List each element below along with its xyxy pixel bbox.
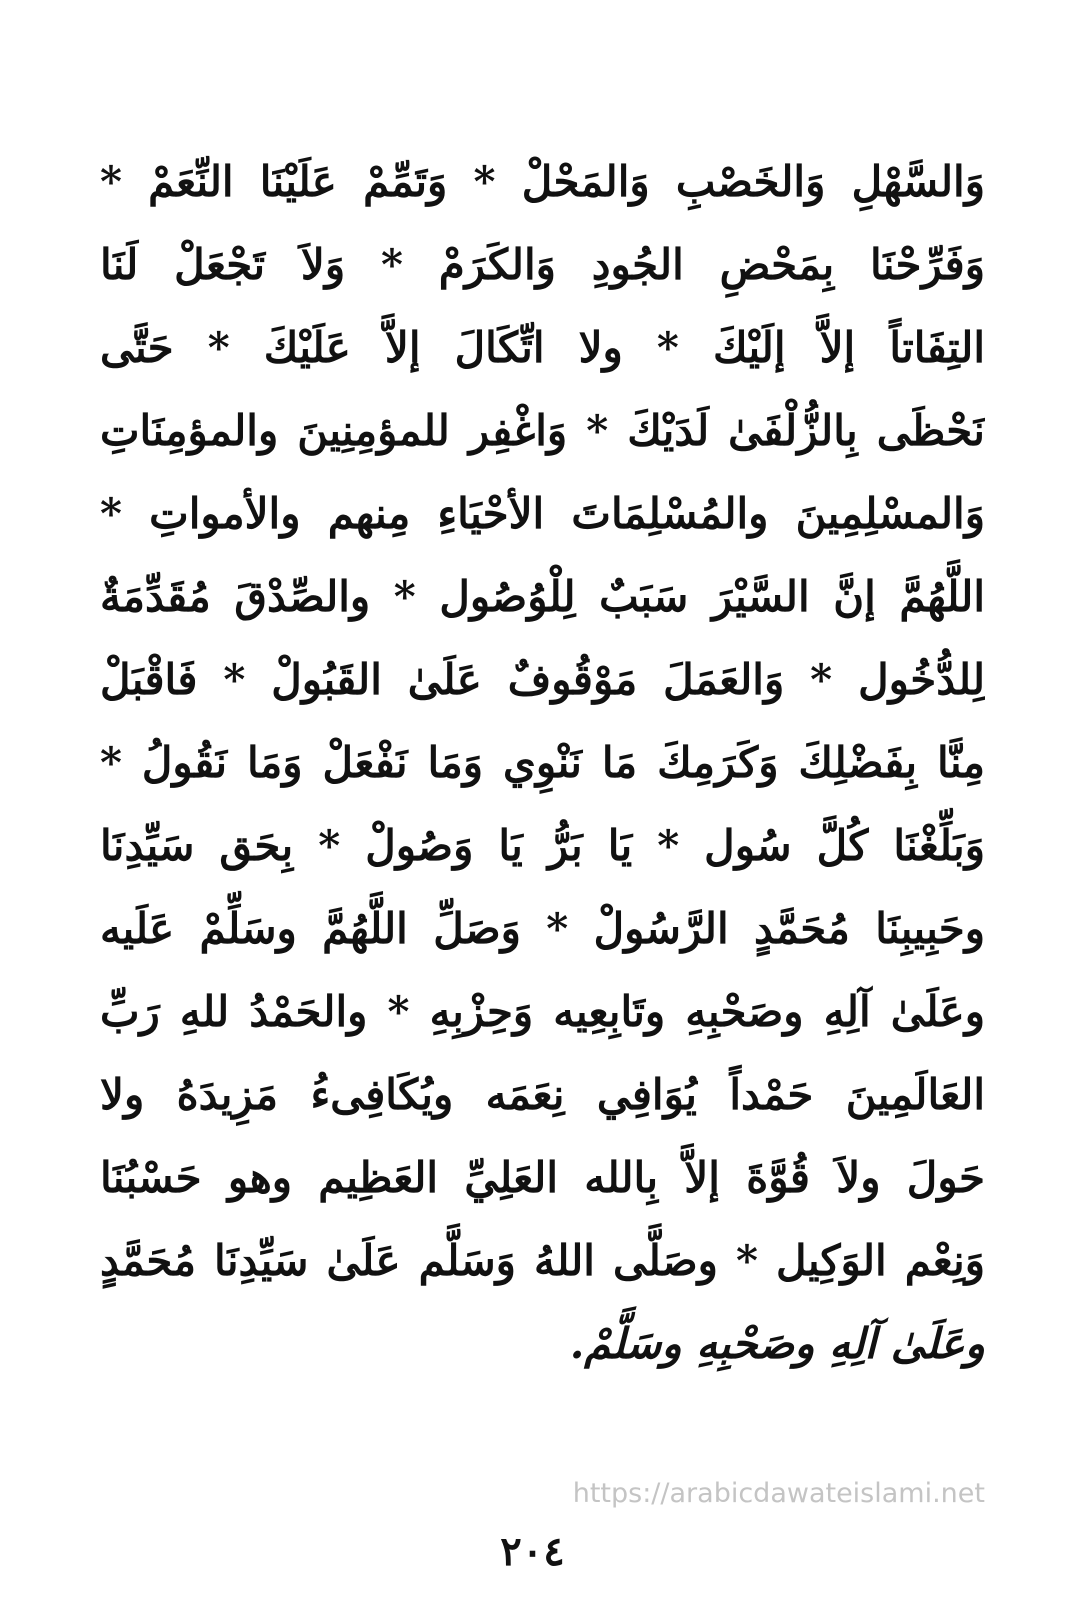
page-number: ٢٠٤ (500, 1528, 565, 1575)
text-line-7: لِلدُّخُول * وَالعَمَلَ مَوْقُوفٌ عَلَىٰ القَبُولْ * فَاقْبَلْ (100, 655, 985, 704)
text-line-15: وعَلَىٰ آلِهِ وصَحْبِهِ وسَلَّمْ. (569, 1319, 985, 1368)
text-line-11: وعَلَىٰ آلِهِ وصَحْبِهِ وتَابِعِيه وَحِزْبِهِ * والحَمْدُ للهِ رَبِّ (100, 987, 985, 1036)
text-line-3: التِفَاتاً إلاَّ إلَيْكَ * ولا اتِّكَالَ إلاَّ عَلَيْكَ * حَتَّى (100, 323, 985, 372)
text-line-13: حَولَ ولاَ قُوَّةَ إلاَّ بِالله العَلِيِّ العَظِيم وهو حَسْبُنَا (100, 1153, 985, 1202)
text-line-6: اللَّهُمَّ إنَّ السَّيْرَ سَبَبٌ لِلْوُصُول * والصِّدْقَ مُقَدِّمَةٌ (100, 572, 985, 621)
text-line-4: نَحْظَى بِالزُّلْفَىٰ لَدَيْكَ * وَاغْفِر للمؤمِنِينَ والمؤمِنَاتِ (100, 406, 985, 455)
prayer-text-block (100, 140, 985, 1385)
text-line-8: مِنَّا بِفَضْلِكَ وَكَرَمِكَ مَا نَنْوِي وَمَا نَفْعَلْ وَمَا نَقُولُ * (100, 738, 985, 787)
text-line-2: وَفَرِّحْنَا بِمَحْضِ الجُودِ وَالكَرَمْ * وَلاَ تَجْعَلْ لَنَا (100, 240, 985, 289)
text-line-1: وَالسَّهْلِ وَالخَصْبِ وَالمَحْلْ * وَتَمِّمْ عَلَيْنَا النِّعَمْ * (100, 157, 985, 206)
text-line-10: وحَبِيبِنَا مُحَمَّدٍ الرَّسُولْ * وَصَلِّ اللَّهُمَّ وسَلِّمْ عَلَيه (100, 904, 985, 953)
watermark-url: https://arabicdawateislami.net (572, 1478, 985, 1509)
text-line-9: وَبَلِّغْنَا كُلَّ سُول * يَا بَرُّ يَا وَصُولْ * بِحَق سَيِّدِنَا (100, 821, 985, 870)
text-line-14: وَنِعْم الوَكِيل * وصَلَّى اللهُ وَسَلَّم عَلَىٰ سَيِّدِنَا مُحَمَّدٍ (100, 1236, 985, 1285)
text-line-5: وَالمسْلِمِينَ والمُسْلِمَاتَ الأحْيَاءِ مِنهم والأمواتِ * (100, 489, 985, 538)
text-line-12: العَالَمِينَ حَمْداً يُوَافِي نِعَمَه ويُكَافِىءُ مَزِيدَهُ ولا (100, 1070, 985, 1119)
